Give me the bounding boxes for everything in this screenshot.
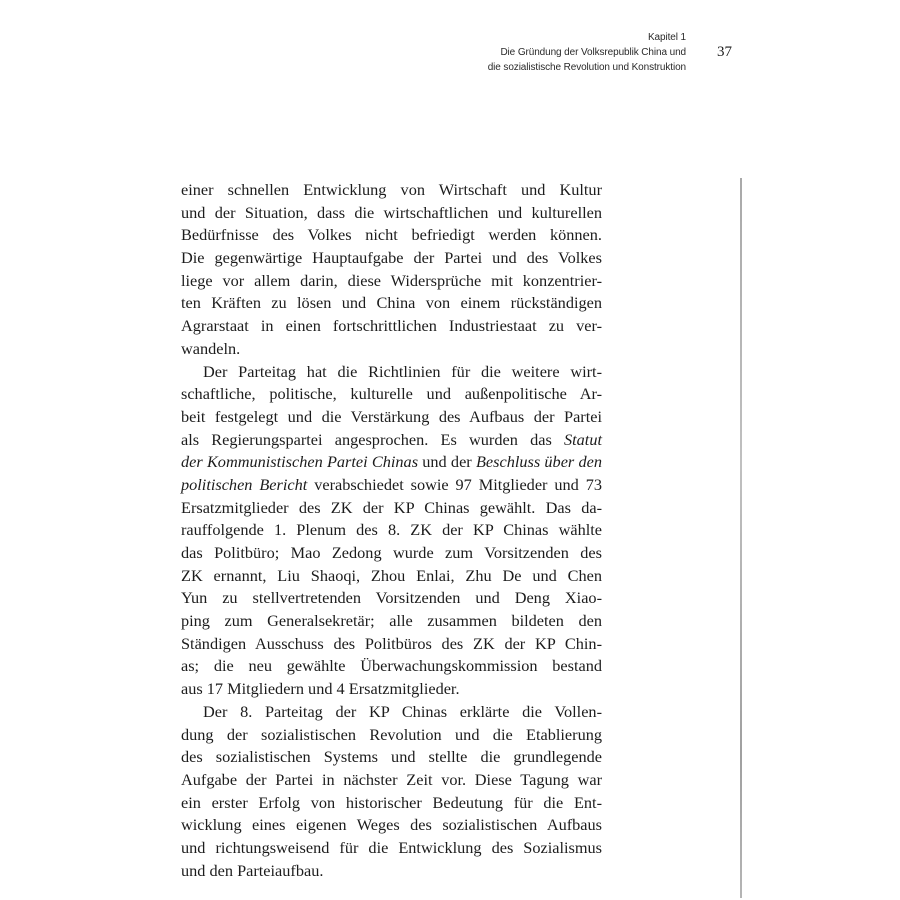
text-run: verabschiedet sowie 97 Mitglieder und 73 xyxy=(307,474,603,494)
text-line xyxy=(181,474,602,497)
text-line: Bedürfnisse des Volkes nicht befriedigt werden können. xyxy=(181,225,602,245)
text-line: Yun zu stellvertretenden Vorsitzenden und Deng Xiao- xyxy=(181,588,602,608)
text-line: Die gegenwärtige Hauptaufgabe der Partei und des Volkes xyxy=(181,248,602,268)
text-line: Agrarstaat in einen fortschrittlichen Industriestaat zu ver- xyxy=(181,316,602,336)
italic-title-run: der Kommunistischen Partei Chinas xyxy=(181,452,419,472)
text-line: ein erster Erfolg von historischer Bedeutung für die Ent- xyxy=(181,792,602,812)
text-line: und richtungsweisend für die Entwicklung des Sozialismus xyxy=(181,837,602,857)
running-head xyxy=(488,30,686,75)
italic-title-run: Statut xyxy=(564,429,602,449)
text-line: Ständigen Ausschuss des Politbüros des ZK der KP Chin- xyxy=(181,633,602,653)
text-line: und den Parteiaufbau. xyxy=(181,860,324,880)
text-run: als Regierungspartei angesprochen. Es wurden das xyxy=(181,429,564,449)
text-line: Ersatzmitglieder des ZK der KP Chinas gewählt. Das da- xyxy=(181,497,602,517)
text-line: rauffolgende 1. Plenum des 8. ZK der KP Chinas wählte xyxy=(181,520,602,540)
body-text xyxy=(181,179,602,882)
text-line: Der 8. Parteitag der KP Chinas erklärte die Vollen- xyxy=(203,701,602,721)
text-line: wicklung eines eigenen Weges des sozialistischen Aufbaus xyxy=(181,815,602,835)
page-number: 37 xyxy=(717,44,732,60)
text-line: schaftliche, politische, kulturelle und außenpolitische Ar- xyxy=(181,384,602,404)
text-line: das Politbüro; Mao Zedong wurde zum Vorsitzenden des xyxy=(181,543,602,562)
scan-edge-shadow xyxy=(740,178,742,898)
text-line: ten Kräften zu lösen und China von einem rückständigen xyxy=(181,293,602,313)
italic-title-run: Beschluss über den xyxy=(475,452,603,472)
text-line: aus 17 Mitgliedern und 4 Ersatzmitglieder. xyxy=(181,679,460,699)
text-line: Der Parteitag hat die Richtlinien für die weitere wirt- xyxy=(203,361,602,381)
text-line: und der Situation, dass die wirtschaftlichen und kulturellen xyxy=(181,202,602,222)
text-line: einer schnellen Entwicklung von Wirtschaft und Kultur xyxy=(181,180,602,199)
text-line xyxy=(181,451,602,474)
italic-title-run: politischen Bericht xyxy=(181,474,308,494)
text-line: beit festgelegt und die Verstärkung des Aufbaus der Partei xyxy=(181,406,602,426)
text-line: ZK ernannt, Liu Shaoqi, Zhou Enlai, Zhu De und Chen xyxy=(181,565,602,585)
chapter-label: Kapitel 1 xyxy=(647,32,686,43)
text-line: wandeln. xyxy=(181,338,241,358)
text-line: liege vor allem darin, diese Widersprüche mit konzentrier- xyxy=(181,270,602,290)
text-line: dung der sozialistischen Revolution und die Etablierung xyxy=(181,724,602,744)
text-line: des sozialistischen Systems und stellte die grundlegende xyxy=(181,747,602,767)
chapter-title-line-1: Die Gründung der Volksrepublik China und xyxy=(500,47,686,58)
text-line: ping zum Generalsekretär; alle zusammen bildeten den xyxy=(181,611,602,631)
text-line xyxy=(181,429,602,452)
text-line: as; die neu gewählte Überwachungskommission bestand xyxy=(181,656,602,676)
chapter-title-line-2: die sozialistische Revolution und Konstruktion xyxy=(487,62,686,73)
text-run: und der xyxy=(418,452,476,472)
text-line: Aufgabe der Partei in nächster Zeit vor. Diese Tagung war xyxy=(181,769,602,789)
